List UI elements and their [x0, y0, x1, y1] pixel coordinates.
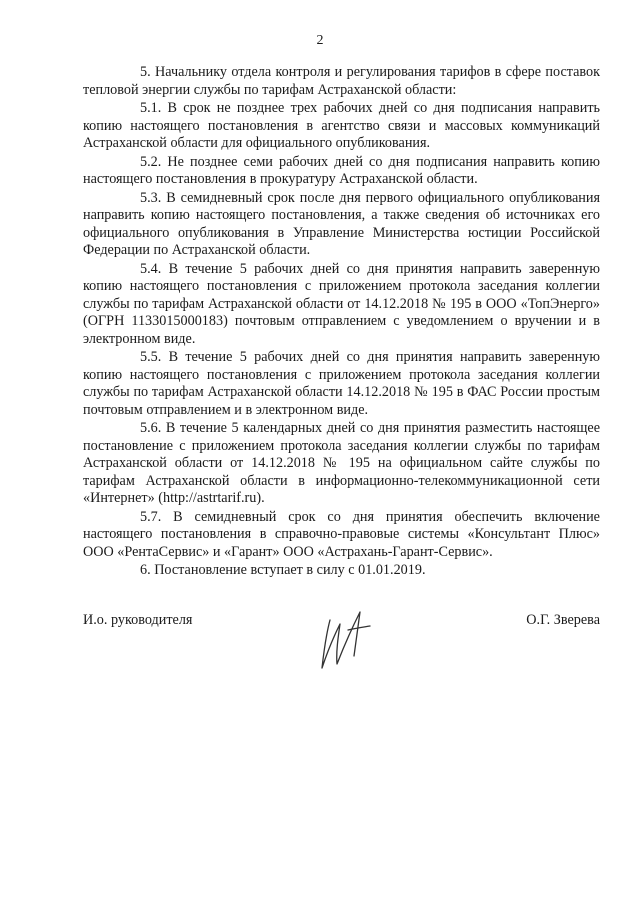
paragraph-5-6: 5.6. В течение 5 календарных дней со дня принятия разместить настоящее постановление с приложением протокола заседания коллегии службы по тарифам Астраханской области от 14.12.2018 № 195 на официальном сайте службы по тарифам Астраханской области в информационно-телекоммуникационной сети «Интернет» (http://astrtarif.ru).	[83, 420, 600, 506]
signatory-name: О.Г. Зверева	[526, 612, 600, 628]
paragraph-5-4: 5.4. В течение 5 рабочих дней со дня принятия направить заверенную копию настоящего постановления с приложением протокола заседания коллегии службы по тарифам Астраханской области от 14.12.2018 № 195 в ООО «ТопЭнерго» (ОГРН 1133015000183) почтовым отправлением с уведомлением о вручении и в электронном виде.	[83, 260, 600, 347]
document-body	[83, 64, 600, 580]
handwritten-signature	[316, 590, 376, 675]
signatory-title: И.о. руководителя	[83, 612, 193, 628]
paragraph-5-2: 5.2. Не позднее семи рабочих дней со дня подписания направить копию настоящего постановления в прокуратуру Астраханской области.	[83, 153, 600, 187]
page-number: 2	[316, 33, 324, 48]
signature-block	[83, 590, 600, 680]
paragraph-5: 5. Начальнику отдела контроля и регулирования тарифов в сфере поставок тепловой энергии службы по тарифам Астраханской области:	[83, 64, 600, 98]
paragraph-5-1: 5.1. В срок не позднее трех рабочих дней со дня подписания направить копию настоящего постановления в агентство связи и массовых коммуникаций Астраханской области для официального опубликования.	[83, 100, 600, 151]
paragraph-5-7: 5.7. В семидневный срок со дня принятия обеспечить включение настоящего постановления в справочно-правовые системы «Консультант Плюс» ООО «РентаСервис» и «Гарант» ООО «Астрахань-Гарант-Сервис».	[83, 508, 600, 560]
paragraph-5-5: 5.5. В течение 5 рабочих дней со дня принятия направить заверенную копию настоящего постановления с приложением протокола заседания коллегии службы по тарифам Астраханской области 14.12.2018 № 195 в ФАС России простым почтовым отправлением и в электронном виде.	[83, 349, 600, 418]
paragraph-6: 6. Постановление вступает в силу с 01.01.2019.	[140, 562, 426, 578]
paragraph-5-3: 5.3. В семидневный срок после дня первого официального опубликования направить копию настоящего постановления, а также сведения об источниках его официального опубликования в Управление Министерства юстиции Российской Федерации по Астраханской области.	[83, 189, 600, 258]
